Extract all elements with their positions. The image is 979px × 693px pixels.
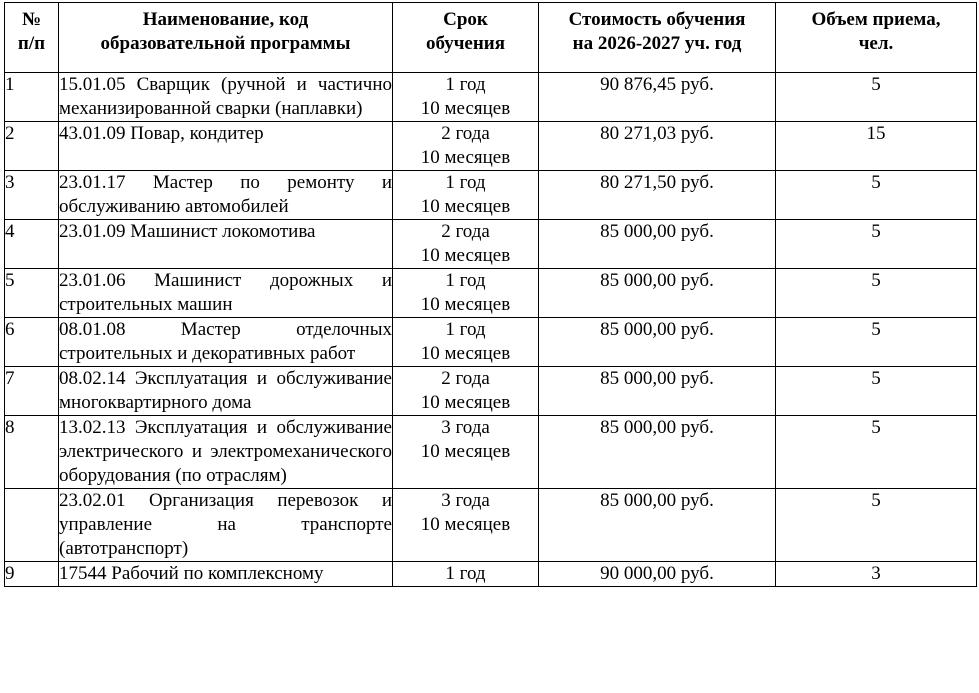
program-duration: 1 год 10 месяцев — [393, 318, 539, 367]
program-cost: 85 000,00 руб. — [539, 367, 776, 416]
program-volume: 5 — [776, 269, 977, 318]
program-cost: 85 000,00 руб. — [539, 318, 776, 367]
program-name: 23.02.01 Организация перевозок и управление на транспорте (автотранспорт) — [59, 489, 393, 562]
program-cost: 85 000,00 руб. — [539, 269, 776, 318]
program-name: 17544 Рабочий по комплексному — [59, 562, 393, 587]
row-number: 7 — [5, 367, 59, 416]
header-num: № п/п — [5, 3, 59, 73]
program-duration: 2 года 10 месяцев — [393, 367, 539, 416]
header-name: Наименование, код образовательной программы — [59, 3, 393, 73]
table-row — [5, 562, 977, 587]
table-row — [5, 416, 977, 489]
table-row — [5, 73, 977, 122]
program-name: 23.01.17 Мастер по ремонту и обслуживанию автомобилей — [59, 171, 393, 220]
programs-table — [4, 2, 977, 587]
program-cost: 85 000,00 руб. — [539, 220, 776, 269]
program-volume: 3 — [776, 562, 977, 587]
header-volume: Объем приема, чел. — [776, 3, 977, 73]
program-duration: 2 года 10 месяцев — [393, 122, 539, 171]
program-name: 15.01.05 Сварщик (ручной и частично механизированной сварки (наплавки) — [59, 73, 393, 122]
program-duration: 1 год 10 месяцев — [393, 269, 539, 318]
table-row — [5, 220, 977, 269]
program-volume: 5 — [776, 318, 977, 367]
program-cost: 80 271,50 руб. — [539, 171, 776, 220]
program-volume: 5 — [776, 367, 977, 416]
row-number: 4 — [5, 220, 59, 269]
row-number: 5 — [5, 269, 59, 318]
program-name: 43.01.09 Повар, кондитер — [59, 122, 393, 171]
program-duration: 1 год — [393, 562, 539, 587]
program-cost: 85 000,00 руб. — [539, 416, 776, 489]
row-number: 9 — [5, 562, 59, 587]
program-name: 08.01.08 Мастер отделочных строительных и декоративных работ — [59, 318, 393, 367]
program-cost: 90 876,45 руб. — [539, 73, 776, 122]
program-cost: 85 000,00 руб. — [539, 489, 776, 562]
row-number — [5, 489, 59, 562]
table-row — [5, 318, 977, 367]
row-number: 3 — [5, 171, 59, 220]
program-volume: 15 — [776, 122, 977, 171]
program-cost: 80 271,03 руб. — [539, 122, 776, 171]
header-cost: Стоимость обучения на 2026-2027 уч. год — [539, 3, 776, 73]
row-number: 8 — [5, 416, 59, 489]
program-duration: 1 год 10 месяцев — [393, 171, 539, 220]
row-number: 2 — [5, 122, 59, 171]
table-row — [5, 171, 977, 220]
row-number: 1 — [5, 73, 59, 122]
program-volume: 5 — [776, 171, 977, 220]
program-duration: 2 года 10 месяцев — [393, 220, 539, 269]
program-volume: 5 — [776, 220, 977, 269]
program-duration: 1 год 10 месяцев — [393, 73, 539, 122]
table-row — [5, 122, 977, 171]
header-row — [5, 3, 977, 73]
program-volume: 5 — [776, 489, 977, 562]
header-duration: Срок обучения — [393, 3, 539, 73]
program-duration: 3 года 10 месяцев — [393, 489, 539, 562]
program-name: 23.01.09 Машинист локомотива — [59, 220, 393, 269]
table-row — [5, 489, 977, 562]
program-volume: 5 — [776, 416, 977, 489]
table-row — [5, 367, 977, 416]
program-name: 23.01.06 Машинист дорожных и строительных машин — [59, 269, 393, 318]
program-name: 08.02.14 Эксплуатация и обслуживание многоквартирного дома — [59, 367, 393, 416]
program-cost: 90 000,00 руб. — [539, 562, 776, 587]
row-number: 6 — [5, 318, 59, 367]
table-row — [5, 269, 977, 318]
program-volume: 5 — [776, 73, 977, 122]
program-name: 13.02.13 Эксплуатация и обслуживание электрического и электромеханического оборудования (по отраслям) — [59, 416, 393, 489]
program-duration: 3 года 10 месяцев — [393, 416, 539, 489]
